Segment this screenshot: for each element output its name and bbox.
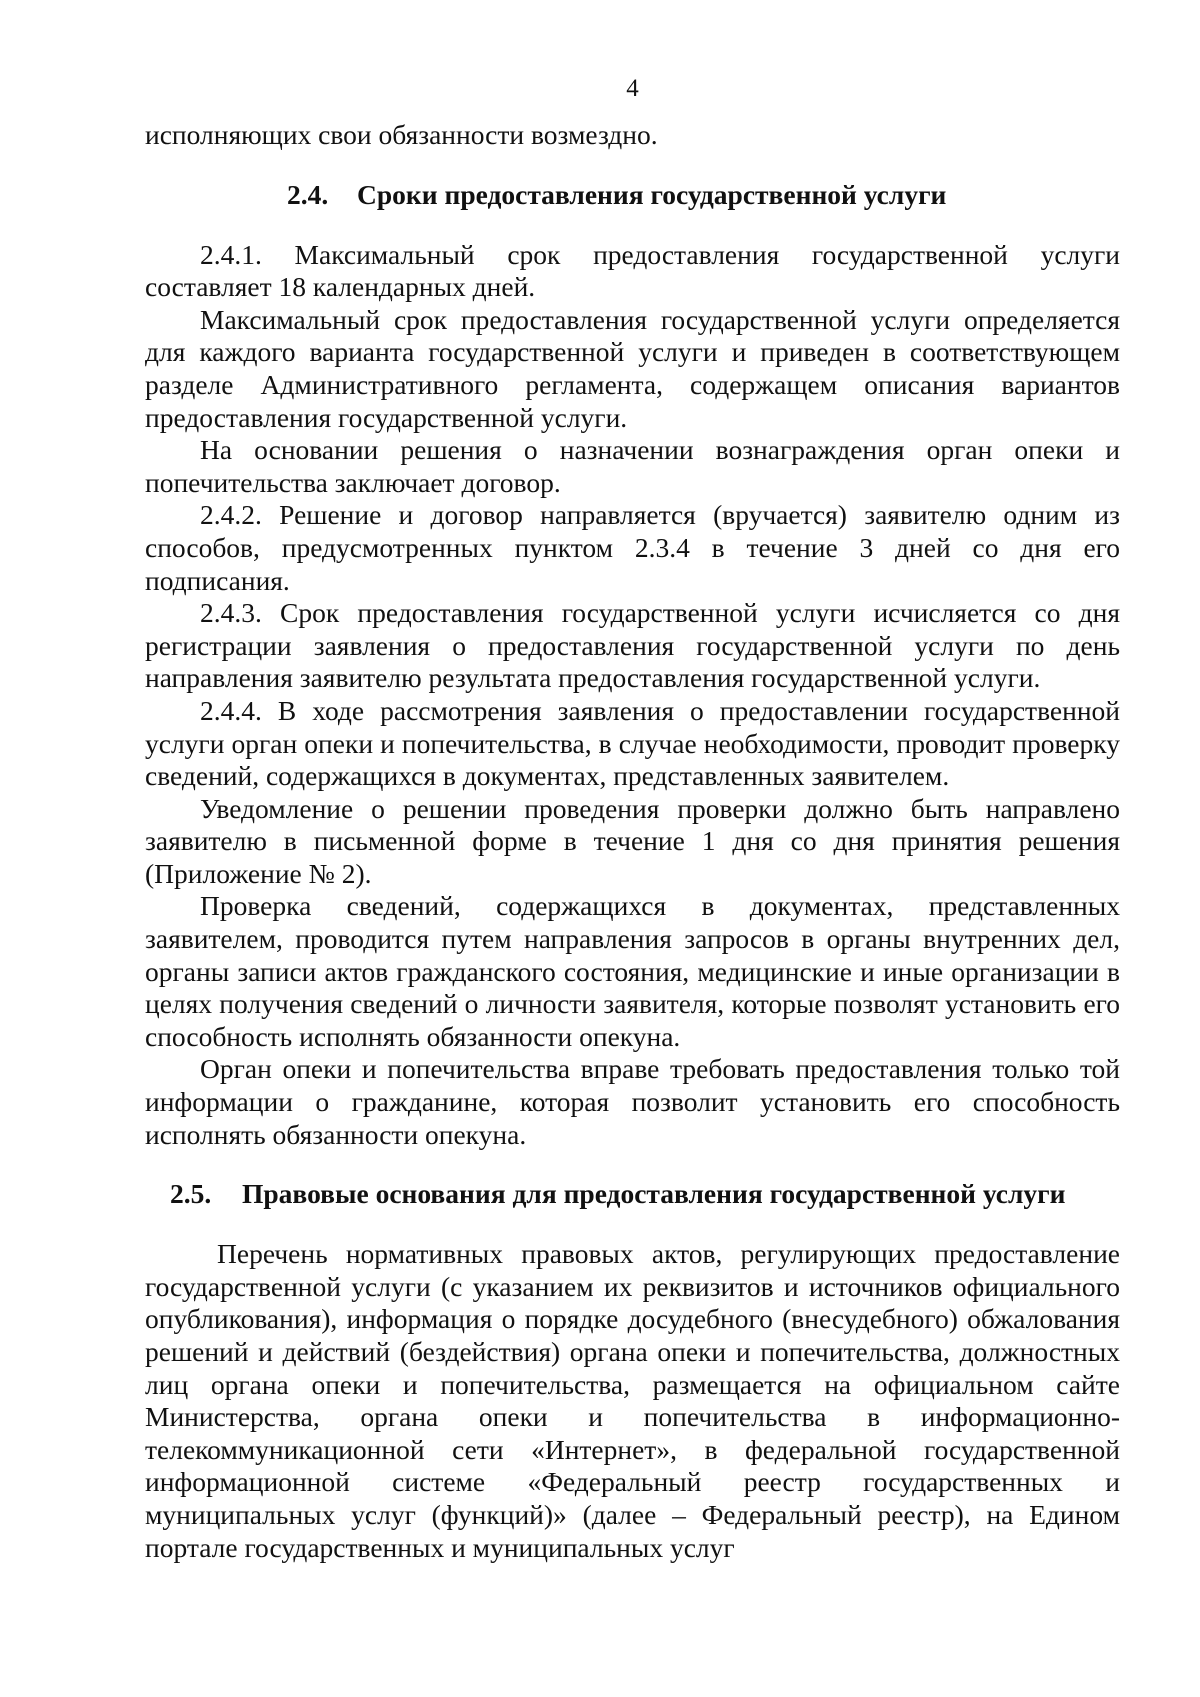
paragraph-max-term: Максимальный срок предоставления государственной услуги определяется для каждого варианта государственной услуги и приведен в соответствующем разделе Административного регламента, содержащем описания вариантов предоставления государственной услуги. bbox=[145, 303, 1120, 433]
paragraph-contract: На основании решения о назначении вознаграждения орган опеки и попечительства заключает договор. bbox=[145, 434, 1120, 498]
paragraph-notification: Уведомление о решении проведения проверки должно быть направлено заявителю в письменной форме в течение 1 дня со дня принятия решения (Приложение № 2). bbox=[145, 792, 1120, 889]
continuation-line: исполняющих свои обязанности возмездно. bbox=[145, 119, 658, 150]
section-title: Правовые основания для предоставления государственной услуги bbox=[242, 1178, 1066, 1210]
paragraph-verification: Проверка сведений, содержащихся в документах, представленных заявителем, проводится путем направления запросов в органы внутренних дел, органы записи актов гражданского состояния, медицинские и иные организации в целях получения сведений о личности заявителя, которые позволят установить его способность исполнять обязанности опекуна. bbox=[145, 890, 1120, 1052]
paragraph-information-request: Орган опеки и попечительства вправе требовать предоставления только той информации о гражданине, которая позволит установить его способность исполнять обязанности опекуна. bbox=[145, 1053, 1120, 1150]
page-number: 4 bbox=[626, 75, 639, 102]
section-number: 2.5. bbox=[170, 1178, 212, 1210]
document-body bbox=[145, 119, 1120, 1564]
section-number: 2.4. bbox=[287, 178, 329, 210]
section-title: Сроки предоставления государственной услуги bbox=[357, 178, 947, 210]
section-heading-2-4 bbox=[145, 152, 1120, 239]
paragraph-legal-acts: Перечень нормативных правовых актов, регулирующих предоставление государственной услуги (с указанием их реквизитов и источников официального опубликования), информация о порядке досудебного (внесудебного) обжалования решений и действий (бездействия) органа опеки и попечительства, должностных лиц органа опеки и попечительства, размещается на официальном сайте Министерства, органа опеки и попечительства в информационно-телекоммуникационной сети «Интернет», в федеральной государственной информационной системе «Федеральный реестр государственных и муниципальных услуг (функций)» (далее – Федеральный реестр), на Едином портале государственных и муниципальных услуг bbox=[145, 1238, 1120, 1563]
section-heading-2-5 bbox=[145, 1151, 1120, 1238]
document-page bbox=[145, 0, 1120, 1697]
paragraph-2-4-4: 2.4.4. В ходе рассмотрения заявления о предоставлении государственной услуги орган опеки и попечительства, в случае необходимости, проводит проверку сведений, содержащихся в документах, представленных заявителем. bbox=[145, 694, 1120, 792]
paragraph-2-4-3: 2.4.3. Срок предоставления государственной услуги исчисляется со дня регистрации заявления о предоставления государственной услуги по день направления заявителю результата предоставления государственной услуги. bbox=[145, 597, 1120, 694]
paragraph-2-4-2: 2.4.2. Решение и договор направляется (вручается) заявителю одним из способов, предусмотренных пунктом 2.3.4 в течение 3 дней со дня его подписания. bbox=[145, 499, 1120, 596]
paragraph-2-4-1: 2.4.1. Максимальный срок предоставления государственной услуги составляет 18 календарных дней. bbox=[145, 238, 1120, 303]
